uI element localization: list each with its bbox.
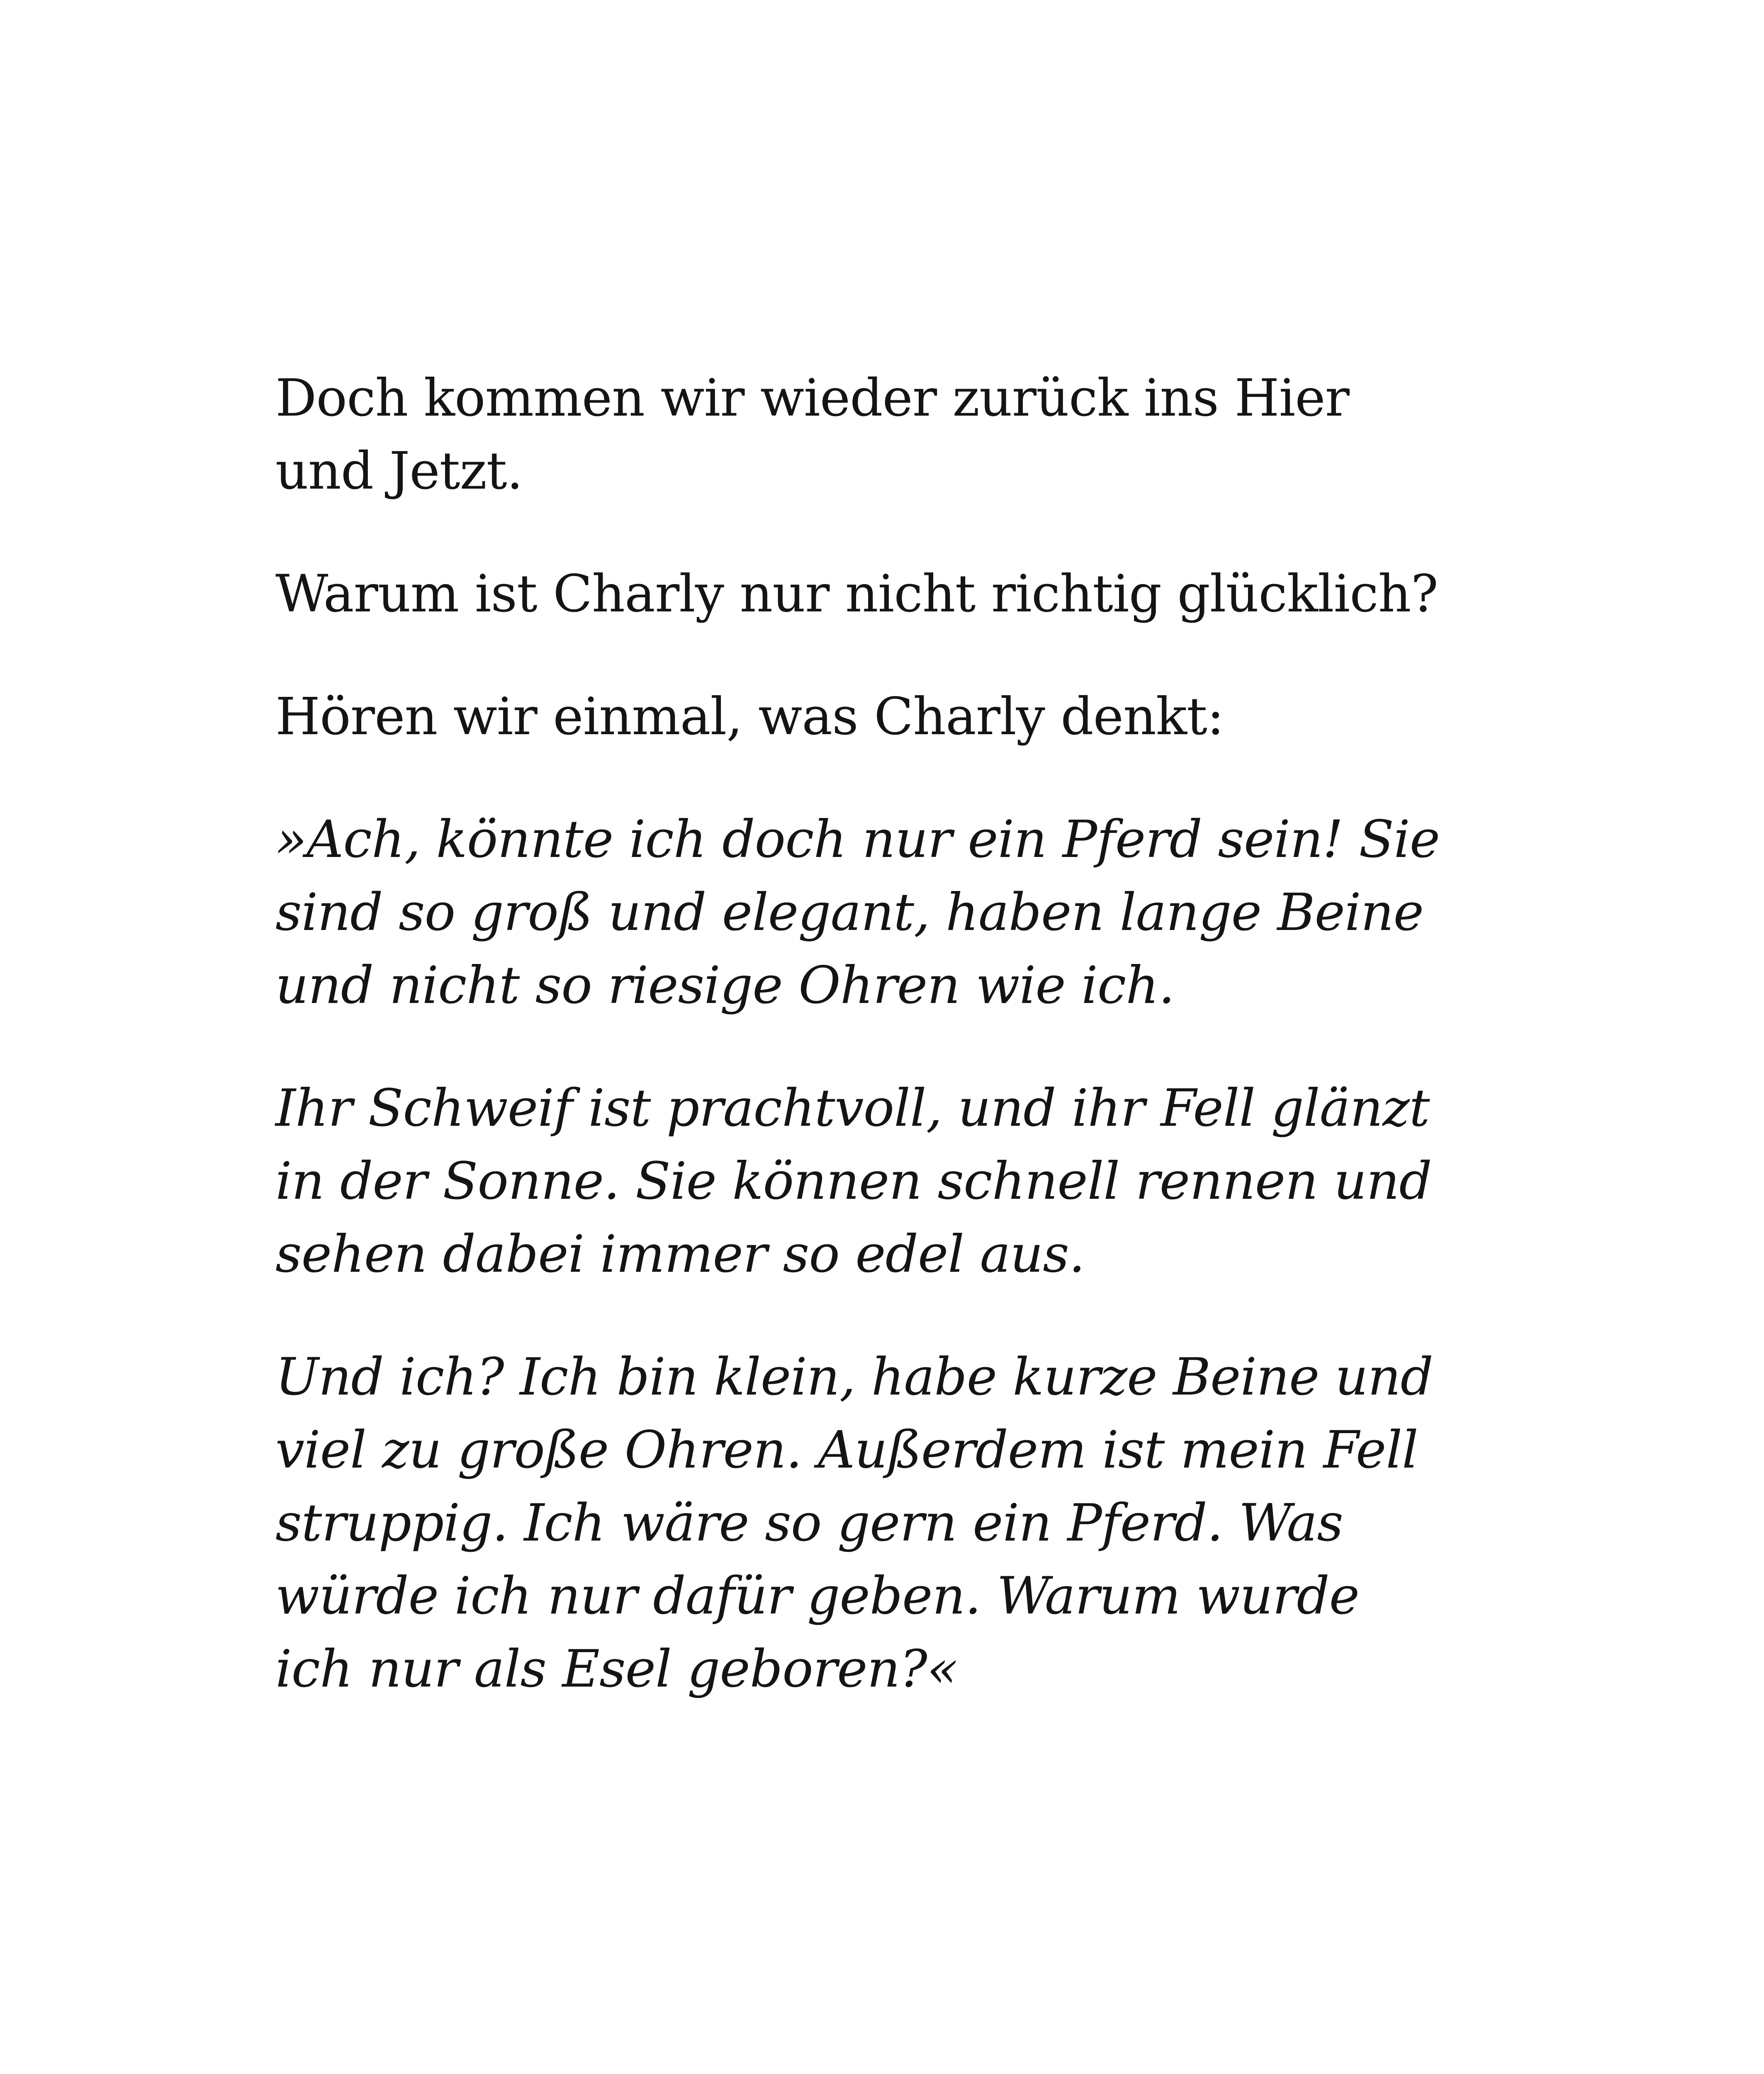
body-text <box>275 362 1445 1755</box>
paragraph-listen: Hören wir einmal, was Charly denkt: <box>275 687 1224 747</box>
paragraph-intro: Doch kommen wir wieder zurück ins Hier und Jetzt. <box>275 368 1349 501</box>
paragraph-thought-horse: »Ach, könnte ich doch nur ein Pferd sein! Sie sind so groß und elegant, haben lange Beine und nicht so riesige Ohren wie ich. <box>275 810 1440 1015</box>
paragraph-question: Warum ist Charly nur nicht richtig glücklich? <box>275 564 1438 624</box>
paragraph-thought-donkey: Und ich? Ich bin klein, habe kurze Beine und viel zu große Ohren. Außerdem ist mein Fell struppig. Ich wäre so gern ein Pferd. Was würde ich nur dafür geben. Warum wurde ich nur als Esel geboren?« <box>275 1347 1433 1699</box>
paragraph-thought-tail: Ihr Schweif ist prachtvoll, und ihr Fell glänzt in der Sonne. Sie können schnell rennen und sehen dabei immer so edel aus. <box>275 1078 1432 1284</box>
